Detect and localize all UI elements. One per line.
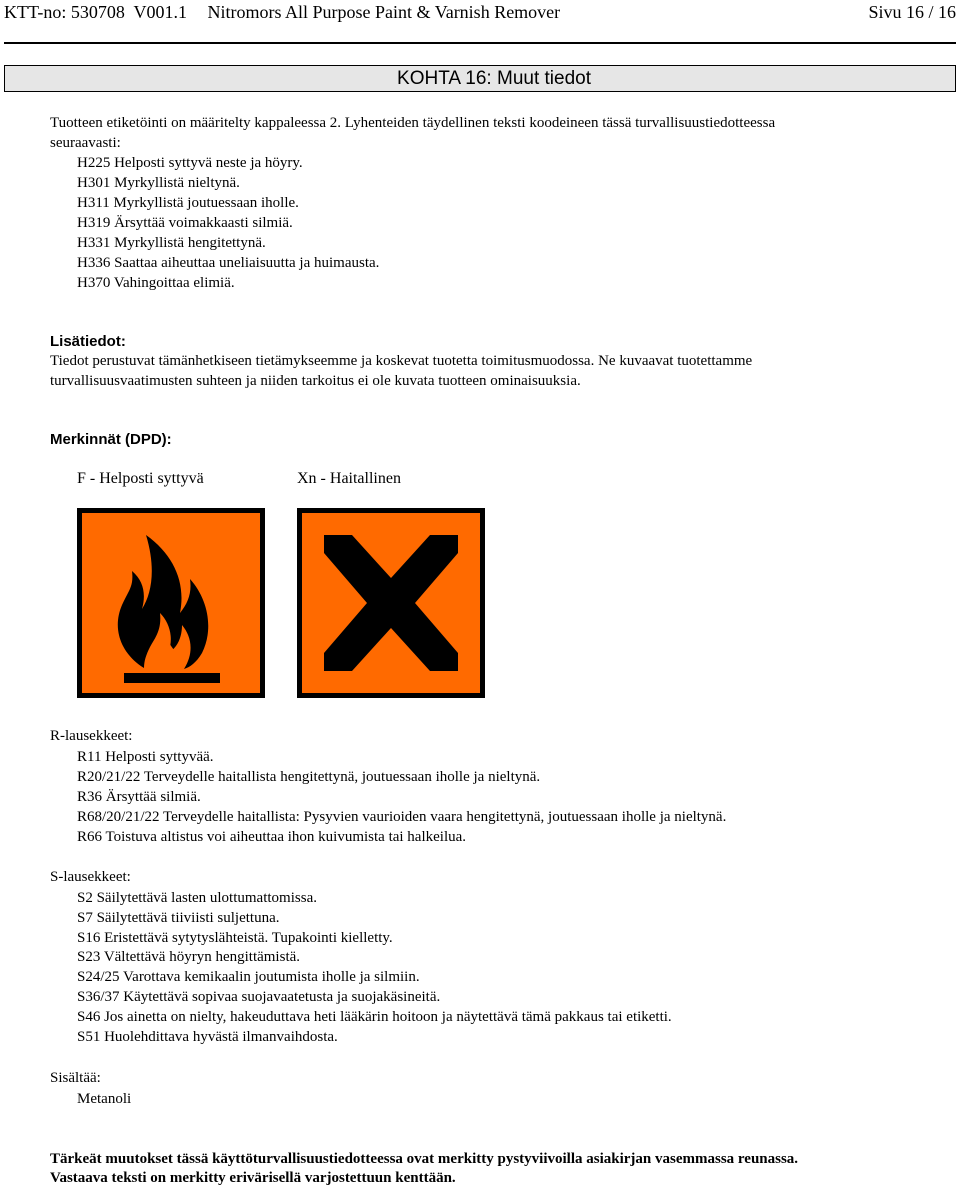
- r-phrase: R68/20/21/22 Terveydelle haitallista: Pysyvien vaurioiden vaara hengitettynä, joutuessaan iholle ja nieltynä.: [77, 809, 727, 825]
- page-number: Sivu 16 / 16: [868, 1, 956, 22]
- h-statement: H336 Saattaa aiheuttaa uneliaisuutta ja huimausta.: [77, 255, 380, 271]
- symbol-label-flammable: F - Helposti syttyvä: [77, 470, 204, 487]
- r-phrase: R20/21/22 Terveydelle haitallista hengitettynä, joutuessaan iholle ja nieltynä.: [77, 769, 541, 785]
- h-statement: H301 Myrkyllistä nieltynä.: [77, 175, 240, 191]
- contains-title: Sisältää:: [50, 1070, 101, 1086]
- section-title-bar: [4, 65, 956, 92]
- h-statement: H225 Helposti syttyvä neste ja höyry.: [77, 155, 303, 171]
- intro-line-2: seuraavasti:: [50, 135, 121, 151]
- cross-icon: [297, 508, 485, 698]
- footer-line-1: Tärkeät muutokset tässä käyttöturvallisuustiedotteessa ovat merkitty pystyviivoilla asiakirjan vasemmassa reunassa.: [50, 1151, 799, 1167]
- symbol-label-harmful: Xn - Haitallinen: [297, 470, 401, 487]
- section-title: KOHTA 16: Muut tiedot: [397, 67, 591, 89]
- h-statement: H311 Myrkyllistä joutuessaan iholle.: [77, 195, 299, 211]
- h-statement: H370 Vahingoittaa elimiä.: [77, 275, 235, 291]
- s-phrase: S16 Eristettävä sytytyslähteistä. Tupakointi kielletty.: [77, 930, 393, 946]
- r-phrase: R66 Toistuva altistus voi aiheuttaa ihon kuivumista tai halkeilua.: [77, 829, 467, 845]
- s-phrase: S51 Huolehdittava hyvästä ilmanvaihdosta.: [77, 1029, 338, 1045]
- s-phrase: S23 Vältettävä höyryn hengittämistä.: [77, 949, 301, 965]
- product-name: Nitromors All Purpose Paint & Varnish Remover: [207, 1, 561, 22]
- r-phrase: R11 Helposti syttyvää.: [77, 749, 214, 765]
- r-phrase: R36 Ärsyttää silmiä.: [77, 789, 201, 805]
- additional-info-line-2: turvallisuusvaatimusten suhteen ja niiden tarkoitus ei ole kuvata tuotteen ominaisuuksia.: [50, 373, 581, 389]
- flame-icon: [77, 508, 265, 698]
- s-phrase: S24/25 Varottava kemikaalin joutumista iholle ja silmiin.: [77, 969, 420, 985]
- s-phrase: S36/37 Käytettävä sopivaa suojavaatetusta ja suojakäsineitä.: [77, 989, 441, 1005]
- additional-info-line-1: Tiedot perustuvat tämänhetkiseen tietämykseemme ja koskevat tuotetta toimitusmuodossa. Ne kuvaavat tuotettamme: [50, 353, 753, 369]
- dpd-title: Merkinnät (DPD):: [50, 431, 172, 448]
- page-header: [4, 0, 956, 24]
- s-phrases-title: S-lausekkeet:: [50, 869, 131, 885]
- s-phrase: S46 Jos ainetta on nielty, hakeuduttava heti lääkärin hoitoon ja näytettävä tämä pakkaus tai etiketti.: [77, 1009, 672, 1025]
- header-divider: [4, 42, 956, 44]
- h-statement: H331 Myrkyllistä hengitettynä.: [77, 235, 266, 251]
- additional-info-title: Lisätiedot:: [50, 333, 126, 350]
- contains-value: Metanoli: [77, 1091, 132, 1107]
- document-id: KTT-no: 530708 V001.1: [4, 1, 188, 22]
- s-phrase: S7 Säilytettävä tiiviisti suljettuna.: [77, 910, 280, 926]
- s-phrase: S2 Säilytettävä lasten ulottumattomissa.: [77, 890, 317, 906]
- h-statement: H319 Ärsyttää voimakkaasti silmiä.: [77, 215, 293, 231]
- footer-line-2: Vastaava teksti on merkitty erivärisellä varjostettuun kenttään.: [50, 1170, 456, 1186]
- header-left: [4, 2, 560, 23]
- intro-line-1: Tuotteen etiketöinti on määritelty kappaleessa 2. Lyhenteiden täydellinen teksti koodeineen tässä turvallisuustiedotteessa: [50, 115, 776, 131]
- r-phrases-title: R-lausekkeet:: [50, 728, 133, 744]
